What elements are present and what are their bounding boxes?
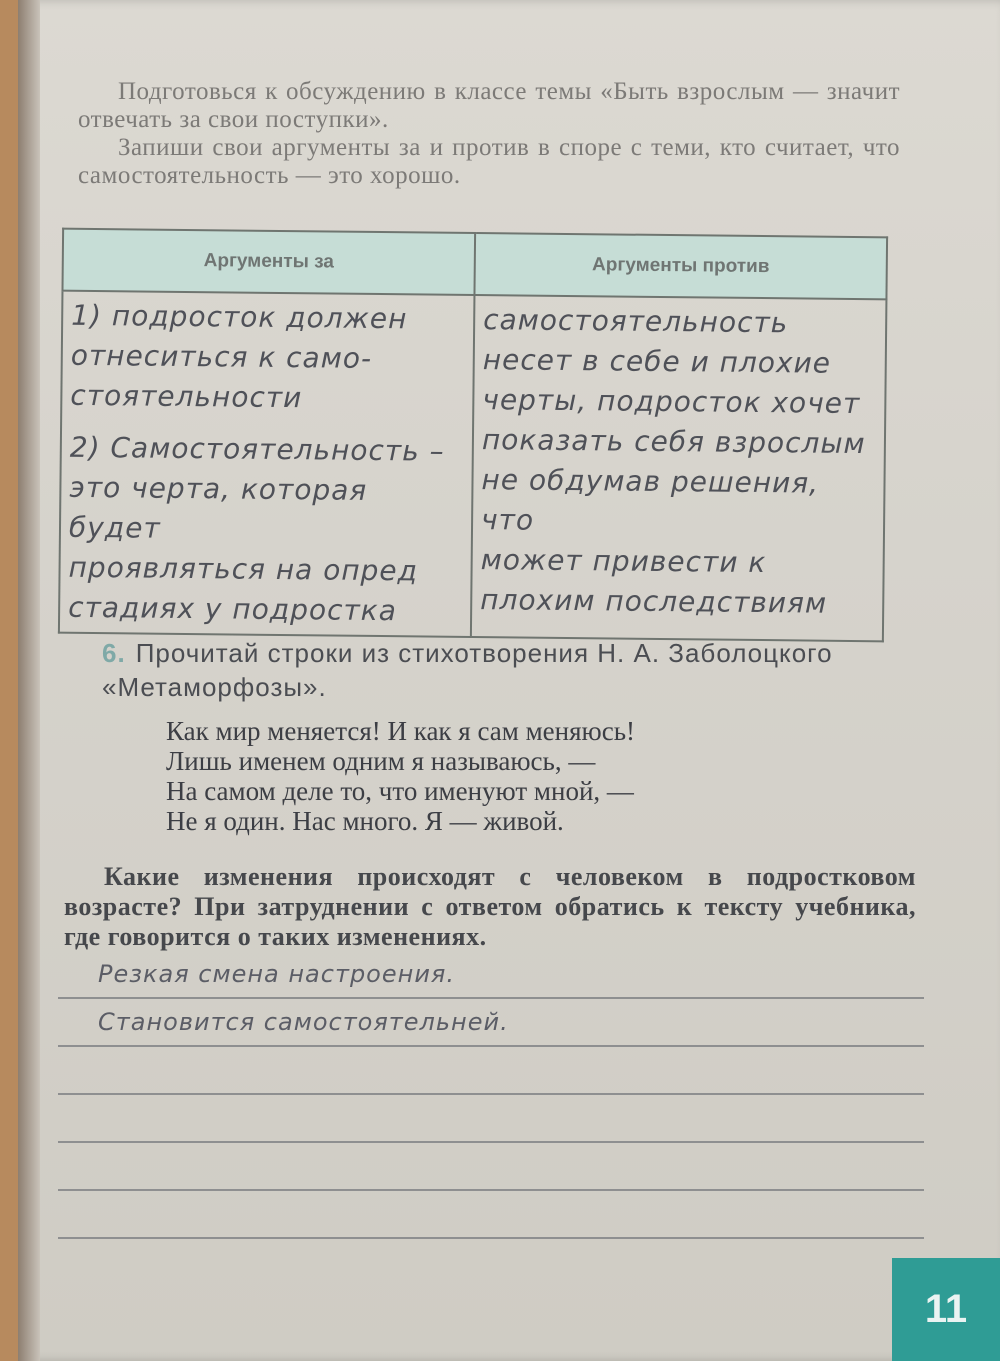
- workbook-page: [18, 0, 1000, 1361]
- handwritten-against-line: самостоятельность: [483, 303, 789, 340]
- task-6: [102, 636, 922, 704]
- handwritten-against-line: черты, подросток хочет: [482, 383, 861, 421]
- header-arguments-against: Аргументы против: [474, 233, 887, 299]
- header-arguments-for: Аргументы за: [62, 229, 475, 295]
- answer-line[interactable]: [58, 1140, 924, 1143]
- task-intro: [78, 78, 900, 190]
- arguments-for-cell[interactable]: [59, 291, 475, 637]
- handwritten-for-line: это черта, которая будет: [68, 470, 368, 545]
- page-number-badge: 11: [892, 1258, 1000, 1361]
- answer-line[interactable]: [58, 1188, 924, 1191]
- answer-line[interactable]: [58, 1236, 924, 1239]
- intro-paragraph-1: Подготовься к обсуждению в классе темы «Быть взрослым — значит отвечать за свои поступки».: [78, 78, 900, 133]
- poem-line: Не я один. Нас много. Я — живой.: [166, 806, 564, 836]
- poem-line: Как мир меняется! И как я сам меняюсь!: [166, 716, 635, 746]
- arguments-against-cell[interactable]: [471, 295, 887, 641]
- poem-line: Лишь именем одним я называюсь, —: [166, 746, 596, 776]
- handwritten-answer: Становится самостоятельней.: [98, 1008, 509, 1036]
- handwritten-for-line: 1) подросток должен: [71, 298, 408, 336]
- handwritten-for-line: стоятельности: [70, 378, 303, 415]
- answer-line[interactable]: [58, 1044, 924, 1047]
- handwritten-for-line: 2) Самостоятельность –: [69, 430, 445, 468]
- task-text: Прочитай строки из стихотворения Н. А. Заболоцкого «Метаморфозы».: [102, 638, 833, 702]
- handwritten-for-line: проявляться на опред: [68, 550, 419, 588]
- handwritten-for-line: стадиях у подростка: [68, 590, 398, 628]
- handwritten-answer: Резкая смена настроения.: [98, 960, 455, 988]
- page-binding-edge: [18, 0, 40, 1361]
- intro-paragraph-2: Запиши свои аргументы за и против в споре с теми, кто считает, что самостоятельность — это хорошо.: [78, 134, 900, 189]
- answer-line[interactable]: [58, 996, 924, 999]
- task-number: 6.: [102, 638, 126, 668]
- handwritten-against-line: может привести к: [480, 543, 767, 580]
- handwritten-against-line: показать себя взрослым: [481, 423, 866, 461]
- poem-excerpt: [166, 716, 886, 836]
- answer-line[interactable]: [58, 1092, 924, 1095]
- question-block: [64, 862, 916, 952]
- handwritten-against-line: не обдумав решения, что: [480, 463, 820, 537]
- poem-line: На самом деле то, что именуют мной, —: [166, 776, 634, 806]
- handwritten-against-line: несет в себе и плохие: [482, 343, 832, 380]
- arguments-table: [58, 228, 888, 643]
- question-text: Какие изменения происходят с человеком в подростковом возрасте? При затруднении с ответом обратись к тексту учебника, где говорится о таких изменениях.: [64, 862, 916, 951]
- handwritten-against-line: плохим последствиям: [480, 583, 828, 620]
- handwritten-for-line: отнеситься к само-: [70, 338, 373, 375]
